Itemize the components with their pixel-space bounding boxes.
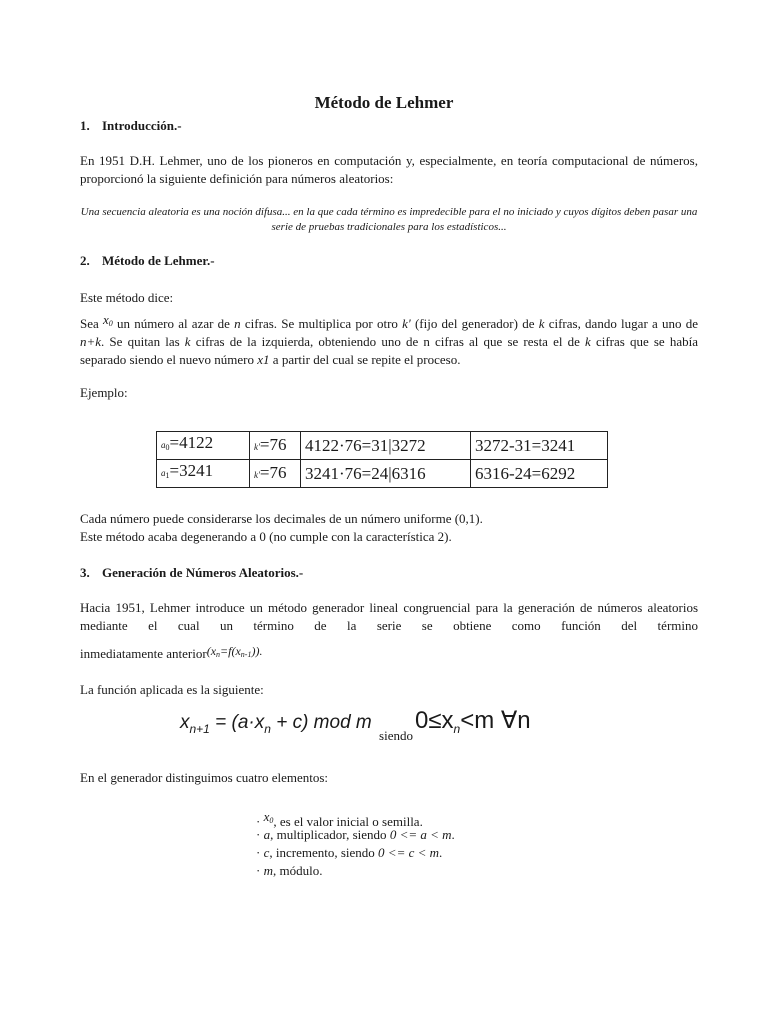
generation-paragraph: Hacia 1951, Lehmer introduce un método generador lineal congruencial para la generación de números aleatorios mediante el cual un término de la serie se obtiene como función del término <box>80 600 698 633</box>
ejemplo-label: Ejemplo: <box>80 385 128 400</box>
section-number: 3. <box>80 565 90 580</box>
intro-paragraph: En 1951 D.H. Lehmer, uno de los pioneros en computación y, especialmente, en teoría computacional de números, proporcionó la siguiente definición para números aleatorios: <box>80 153 698 186</box>
generation-last-line: inmediatamente $anterior(x_n=f(x_{n-1}))$. <box>80 644 263 661</box>
method-paragraph: Sea $x_0$ un número al azar de n cifras. Se multiplica por otro k' (fijo del generador) de k cifras, dando lugar a uno de n+k. Se quitan las k cifras de la izquierda, obteniendo uno de n cifras al que se resta el de k cifras que se había separado siendo el nuevo número x1 a partir del cual se repite el proceso. <box>80 312 698 367</box>
section-number: 1. <box>80 118 90 133</box>
section-title: Generación de Números Aleatorios.- <box>102 565 304 580</box>
example-table <box>156 431 608 488</box>
method-intro-line: Este método dice: <box>80 290 174 305</box>
list-item: · $x_0$, es el valor inicial o semilla. <box>256 809 423 829</box>
section-heading-generacion <box>80 564 303 582</box>
list-item: · c, incremento, siendo 0 <= c < m. <box>256 845 443 860</box>
table-row <box>157 432 608 460</box>
table-cell: k'=76 <box>250 432 301 460</box>
applied-function-label: La función aplicada es la siguiente: <box>80 682 264 697</box>
table-cell: 3272-31=3241 <box>471 432 608 460</box>
section-title: Método de Lehmer.- <box>102 253 215 268</box>
table-row <box>157 460 608 488</box>
method-note-1: Cada número puede considerarse los decimales de un número uniforme (0,1). <box>80 511 483 526</box>
table-cell: $a_0=4122$ <box>157 432 250 460</box>
page-title: Método de Lehmer <box>314 93 454 112</box>
recurrence-formula: $(x_n=f(x_{n-1}))$. <box>206 644 263 659</box>
table-cell: $a_1=3241$ <box>157 460 250 488</box>
table-cell: 6316-24=6292 <box>471 460 608 488</box>
list-item: · a, multiplicador, siendo 0 <= a < m. <box>256 827 455 842</box>
table-cell: 4122·76=31|3272 <box>301 432 471 460</box>
intro-quote: Una secuencia aleatoria es una noción difusa... en la que cada término es impredecible para el no iniciado y cuyos dígitos deben pasar una serie de pruebas tradicionales para los estadísticos... <box>80 206 698 233</box>
table-cell: 3241·76=24|6316 <box>301 460 471 488</box>
elements-intro: En el generador distinguimos cuatro elementos: <box>80 770 329 785</box>
section-heading-introduccion <box>80 117 182 135</box>
list-item: · m, módulo. <box>256 863 323 878</box>
section-number: 2. <box>80 253 90 268</box>
method-note-2: Este método acaba degenerando a 0 (no cumple con la característica 2). <box>80 529 452 544</box>
section-heading-metodo <box>80 252 215 270</box>
lcg-formula: $x_{n+1} = (a\cdot x_n + c)$ mod m $_{siendo}0\le x_n<m$ ∀n <box>180 707 531 743</box>
elements-list <box>256 808 455 880</box>
table-cell: k'=76 <box>250 460 301 488</box>
x0-symbol: $x_0$ <box>103 312 113 328</box>
section-title: Introducción.- <box>102 118 182 133</box>
